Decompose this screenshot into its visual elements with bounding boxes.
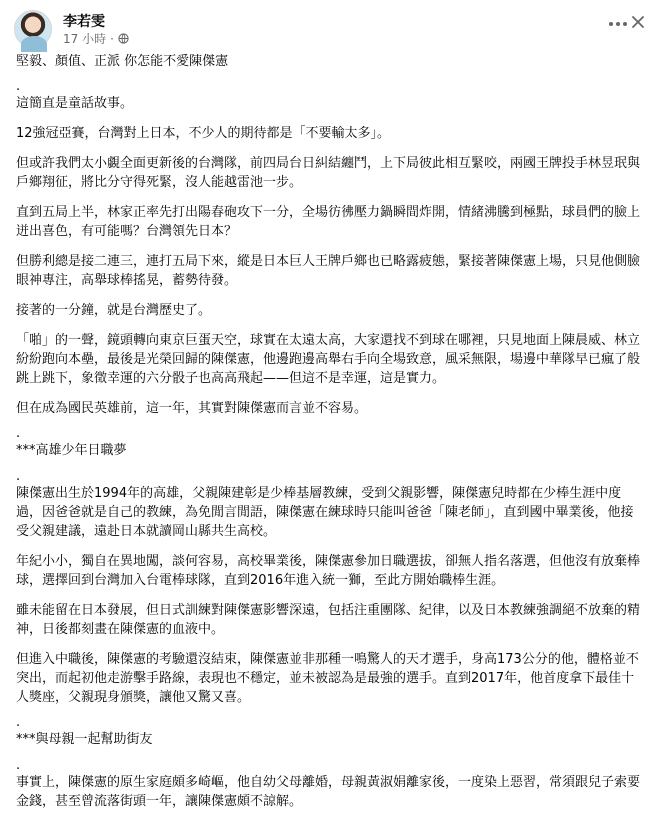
- paragraph: 「啪」的一聲，鏡頭轉向東京巨蛋天空，球實在太遠太高，大家還找不到球在哪裡，只見地面上陳晨威、林立紛紛跑向本壘，最後是光榮回歸的陳傑憲，他邊跑邊高舉右手向全場致意，風采無限，場邊中華隊早已瘋了般跳上跳下，象徵幸運的六分骰子也高高飛起——但這不是幸運，這是實力。: [16, 333, 641, 386]
- paragraph: 但在成為國民英雄前，這一年，其實對陳傑憲而言並不容易。: [16, 401, 368, 416]
- paragraph: 12強冠亞賽，台灣對上日本，不少人的期待都是「不要輸太多」。: [16, 126, 391, 141]
- paragraph: 這簡直是童話故事。: [16, 96, 134, 111]
- close-icon[interactable]: [630, 14, 646, 30]
- paragraph: 事實上，陳傑憲的原生家庭頗多崎嶇，他自幼父母離婚，母親黃淑娟離家後，一度染上惡習，常須跟兒子索要金錢，甚至曾流落街頭一年，讓陳傑憲頗不諒解。: [16, 775, 641, 809]
- paragraph: 但進入中職後，陳傑憲的考驗還沒結束，陳傑憲並非那種一鳴驚人的天才選手，身高173公分的他，體格並不突出，而起初他走游擊手路線，表現也不穩定，並未被認為是最強的選手。直到2017年，他首度拿下最佳十人獎座，父親現身頒獎，讓他又驚又喜。: [16, 652, 639, 705]
- paragraph: 但或許我們太小覷全面更新後的台灣隊，前四局台日糾結纏鬥，上下局彼此相互緊咬，兩國王牌投手林昱珉與戶鄉翔征，將比分守得死緊，沒人能越雷池一步。: [16, 156, 641, 190]
- post-body: [16, 52, 642, 822]
- post-meta: [63, 30, 129, 47]
- spacer-dot: .: [16, 426, 21, 441]
- more-icon[interactable]: [606, 16, 630, 32]
- section-heading: ***與母親一起幫助街友: [16, 732, 153, 747]
- globe-icon: [118, 33, 129, 44]
- avatar[interactable]: [14, 10, 52, 48]
- post-time[interactable]: 17 小時: [63, 32, 107, 46]
- section-heading: ***高雄少年日職夢: [16, 443, 127, 458]
- paragraph: 接著的一分鐘，就是台灣歷史了。: [16, 303, 212, 318]
- spacer-dot: .: [16, 758, 21, 773]
- paragraph: 雖未能留在日本發展，但日式訓練對陳傑憲影響深遠，包括注重團隊、紀律，以及日本教練強調絕不放棄的精神，日後都刻畫在陳傑憲的血液中。: [16, 603, 641, 637]
- post-header: [12, 8, 646, 48]
- post-headline: 堅毅、顏值、正派 你怎能不愛陳傑憲: [16, 54, 229, 69]
- paragraph: 直到五局上半，林家正率先打出陽春砲攻下一分，全場彷彿壓力鍋瞬間炸開，情緒沸騰到極點，球員們的臉上迸出喜色，有可能嗎？台灣領先日本？: [16, 205, 641, 239]
- spacer-dot: .: [16, 79, 21, 94]
- paragraph: 陳傑憲出生於1994年的高雄，父親陳建彰是少棒基層教練，受到父親影響，陳傑憲兒時都在少棒生涯中度過，因爸爸就是自己的教練，為免閒言閒語，陳傑憲在練球時只能叫爸爸「陳老師」，直到國中畢業後，他接受父親建議，遠赴日本就讀岡山縣共生高校。: [16, 486, 634, 539]
- paragraph: 但勝利總是接二連三，連打五局下來，縱是日本巨人王牌戶鄉也已略露疲態，緊接著陳傑憲上場，只見他側臉眼神專注，高舉球棒搖晃，蓄勢待發。: [16, 254, 641, 288]
- paragraph: 年紀小小，獨自在異地闖，談何容易，高校畢業後，陳傑憲參加日職選拔，卻無人指名落選，但他沒有放棄棒球，選擇回到台灣加入台電棒球隊，直到2016年進入統一獅，至此方開始職棒生涯。: [16, 554, 641, 588]
- meta-separator: ·: [110, 31, 114, 46]
- spacer-dot: .: [16, 469, 21, 484]
- spacer-dot: .: [16, 715, 21, 730]
- author-name[interactable]: 李若雯: [63, 14, 105, 30]
